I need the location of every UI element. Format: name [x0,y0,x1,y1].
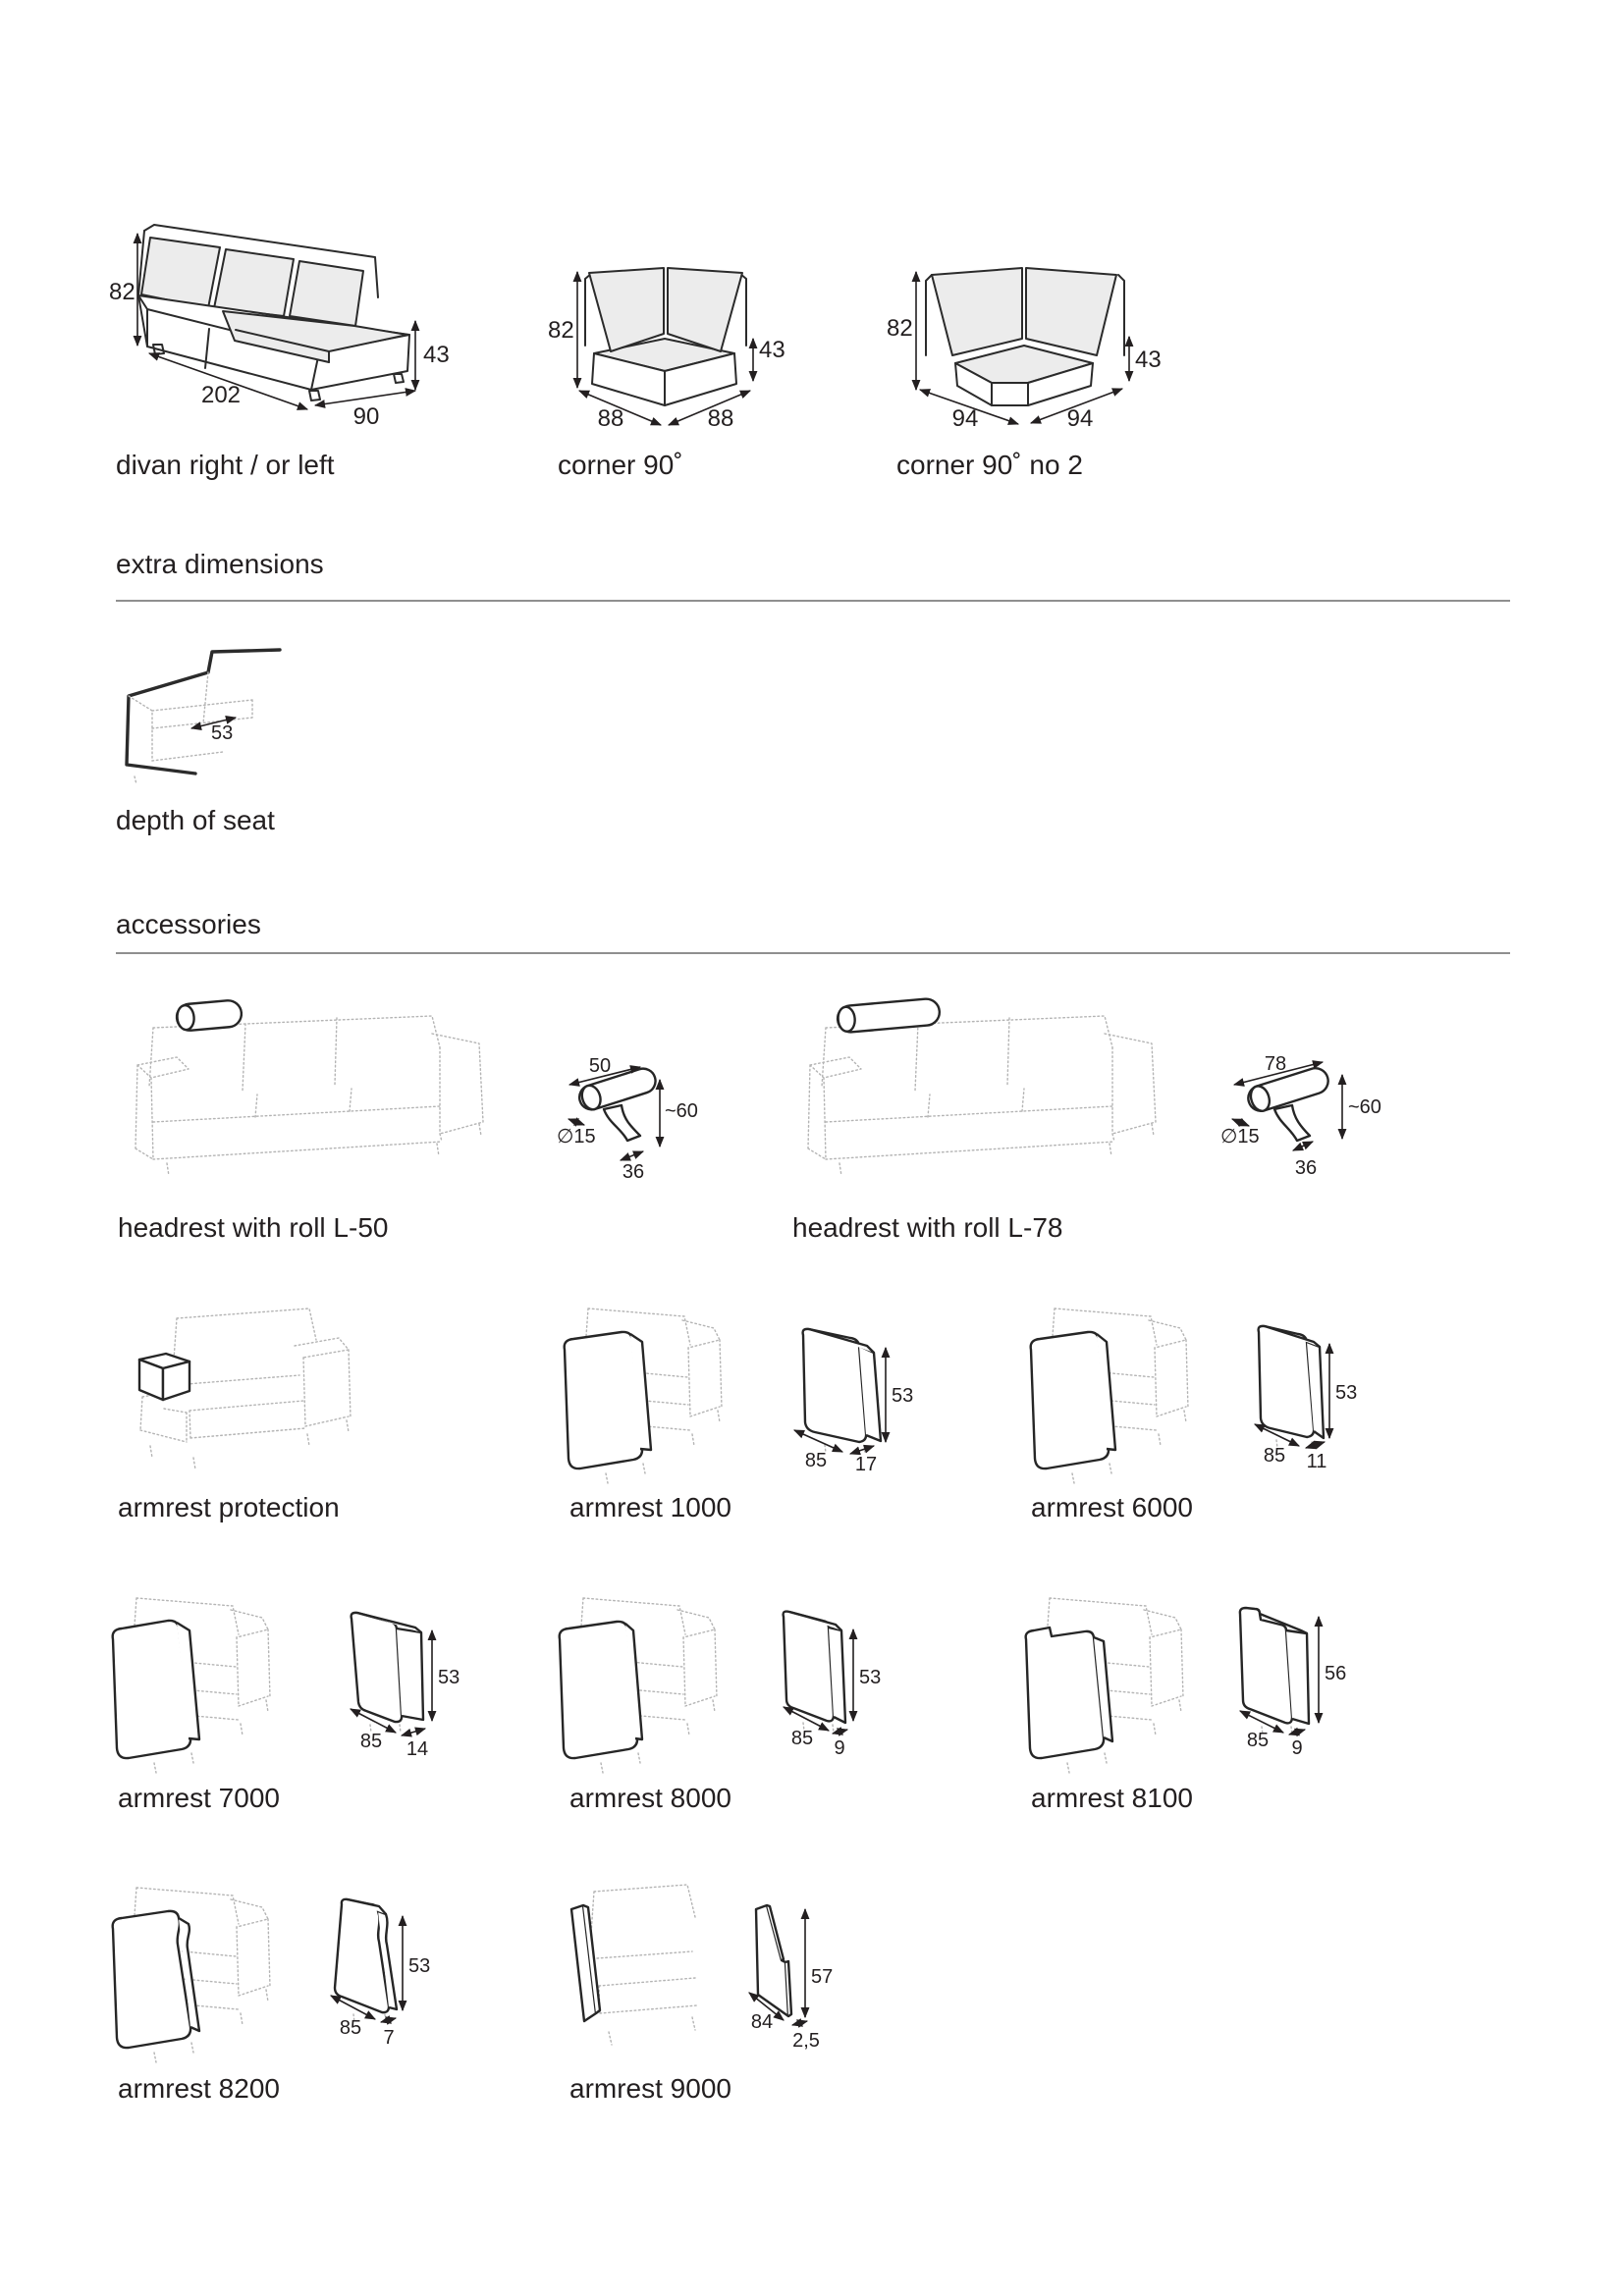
depth-of-seat-drawing [113,633,299,810]
armrest-8000-chair [540,1580,766,1787]
protection-cover [139,1354,189,1400]
armrest-block [784,1612,845,1733]
dim-height: 57 [811,1966,834,1988]
divan-drawing [93,142,457,437]
armrest-block [803,1329,881,1454]
dim-width: 7 [383,2027,395,2049]
armrest-solid [113,1911,199,2048]
headrest-roll [176,999,243,1032]
armrest-protection-drawing [103,1281,368,1502]
roll-height: ~60 [665,1100,698,1122]
corner90-dim-height: 82 [548,317,574,344]
armrest-8100-label: armrest 8100 [1031,1783,1193,1813]
dim-depth: 84 [750,2011,774,2033]
armrest-8200-dim-drawing [324,1895,461,2052]
dim-height: 53 [1335,1382,1358,1404]
armrest-protection-label: armrest protection [118,1492,340,1522]
roll-support [604,1105,640,1141]
headrest-roll [837,998,941,1034]
corner90no2-drawing [879,245,1168,442]
dim-height: 56 [1325,1663,1347,1684]
divan-dim-depth: 90 [352,403,380,430]
headrest-l50-roll-detail [555,1029,707,1191]
dim-depth: 85 [790,1728,814,1749]
dim-width: 17 [854,1454,878,1475]
accessories-heading: accessories [116,909,261,939]
corner90no2-outline [926,268,1124,405]
armrest-7000-chair [93,1580,319,1787]
headrest-l78-label: headrest with roll L-78 [792,1212,1063,1243]
sofa-sketch [808,1016,1156,1176]
headrest-l78-roll-detail [1213,1019,1389,1186]
armrest-1000-chair [545,1291,771,1497]
roll-length: 50 [588,1055,612,1077]
armrest-8200-chair [93,1870,319,2076]
divan-sofa-outline [138,225,409,400]
armrest-9000-chair [540,1870,766,2081]
roll-diameter: ∅15 [557,1126,596,1148]
dim-width: 2,5 [792,2030,820,2052]
armrest-solid [1031,1332,1115,1468]
roll-height: ~60 [1348,1096,1381,1118]
corner90-dim-seat-height: 43 [759,337,785,363]
dim-width: 14 [406,1738,429,1760]
corner90-drawing [540,247,825,439]
corner90-outline [585,268,746,405]
armrest-8100-chair [1006,1580,1232,1787]
armrest-7000-label: armrest 7000 [118,1783,280,1813]
seat-module-sketch [591,1885,697,2045]
headrest-l50-label: headrest with roll L-50 [118,1212,389,1243]
extra-dimensions-heading: extra dimensions [116,549,324,579]
armrest-8000-label: armrest 8000 [569,1783,731,1813]
corner90no2-label: corner 90˚ no 2 [896,450,1083,480]
armrest-solid [571,1905,600,2021]
roll-length: 78 [1264,1053,1287,1075]
depth-of-seat-label: depth of seat [116,805,275,835]
corner90no2-dim-height: 82 [887,315,913,342]
armrest-panel [756,1905,791,2016]
armrest-solid [113,1621,199,1758]
headrest-l50-sofa-drawing [108,977,515,1217]
armrest-solid [1026,1628,1112,1758]
seat-profile-outline [127,650,280,784]
dim-width: 9 [834,1737,845,1759]
dim-height: 53 [438,1667,460,1688]
divan-label: divan right / or left [116,450,335,480]
armrest-8000-dim-drawing [776,1605,913,1762]
armrest-6000-label: armrest 6000 [1031,1492,1193,1522]
dim-height: 53 [859,1667,882,1688]
section-rule [116,600,1510,602]
headrest-l78-sofa-drawing [781,977,1188,1217]
divan-dim-length: 202 [200,382,242,408]
armrest-6000-chair [1011,1291,1237,1497]
armrest-solid [560,1622,642,1758]
corner90no2-dim-left: 94 [951,405,979,432]
corner90-dim-left: 88 [597,405,624,432]
divan-dim-seat-height: 43 [423,342,450,368]
armrest-8200-label: armrest 8200 [118,2073,280,2104]
dim-height: 53 [408,1955,431,1977]
armrest-7000-dim-drawing [339,1605,476,1762]
roll-base: 36 [622,1161,645,1183]
corner90-dim-right: 88 [707,405,734,432]
dim-depth: 85 [339,2017,362,2039]
armrest-1000-dim-drawing [784,1320,921,1477]
divan-dim-height: 82 [109,279,135,305]
armrest-1000-label: armrest 1000 [569,1492,731,1522]
corner90-label: corner 90˚ [558,450,683,480]
corner90no2-dim-seat-height: 43 [1135,347,1162,373]
dim-height: 53 [892,1385,914,1407]
armrest-block [335,1899,397,2022]
corner90no2-dim-right: 94 [1066,405,1094,432]
armrest-8100-dim-drawing [1232,1605,1375,1762]
dim-depth: 85 [1246,1730,1270,1751]
sofa-sketch [135,1016,483,1176]
armrest-6000-dim-drawing [1247,1320,1384,1477]
roll-diameter: ∅15 [1220,1126,1260,1148]
roll-base: 36 [1294,1157,1318,1179]
armrest-9000-label: armrest 9000 [569,2073,731,2104]
depth-of-seat-value: 53 [211,722,234,744]
armrest-9000-dim-drawing [741,1899,884,2061]
dim-width: 11 [1306,1451,1327,1472]
dim-width: 9 [1291,1737,1303,1759]
section-rule [116,952,1510,954]
roll-support [1274,1105,1310,1141]
dim-depth: 85 [804,1450,828,1471]
dim-depth: 85 [1263,1445,1286,1467]
dim-depth: 85 [359,1731,383,1752]
depth-of-seat-dimension [191,718,236,744]
armrest-solid [565,1332,651,1468]
